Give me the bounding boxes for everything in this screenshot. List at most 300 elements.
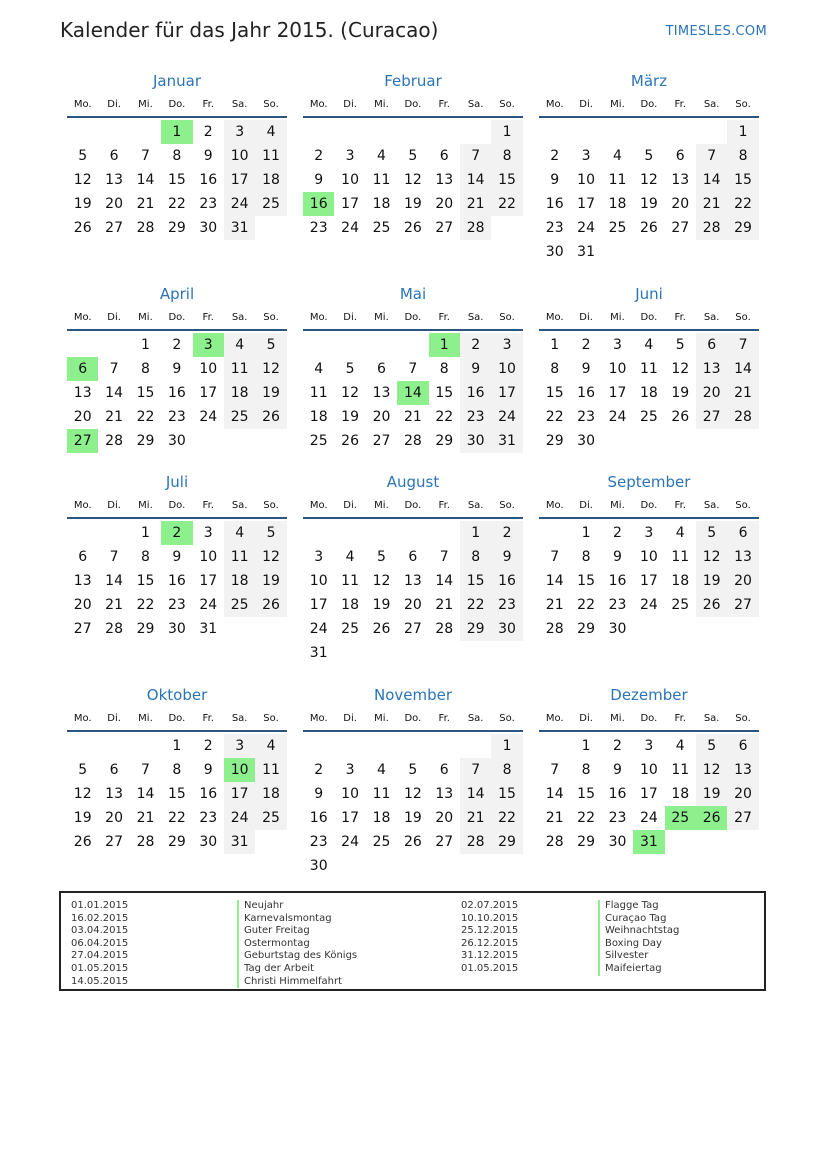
empty-cell — [366, 521, 397, 545]
weekday-label: Do. — [404, 500, 422, 511]
day-cell: 23 — [608, 597, 627, 613]
day-cell: 12 — [73, 786, 92, 802]
day-cell: 6 — [78, 549, 88, 565]
weekday-label: Di. — [343, 500, 357, 511]
day-cell: 2 — [203, 738, 213, 754]
weekday-label: Sa. — [467, 99, 484, 110]
weekday-label: Sa. — [231, 99, 248, 110]
day-cell: 15 — [577, 786, 595, 802]
day-cell: 23 — [167, 409, 186, 425]
day-cell: 23 — [167, 597, 186, 613]
day-cell: 25 — [372, 220, 391, 236]
day-cell: 17 — [639, 786, 658, 802]
holiday-day: 25 — [665, 806, 696, 830]
day-cell: 26 — [403, 220, 422, 236]
empty-cell — [67, 734, 98, 758]
day-cell: 13 — [671, 172, 690, 188]
weekday-label: So. — [735, 312, 751, 323]
day-cell: 28 — [460, 830, 491, 854]
day-cell: 18 — [372, 810, 391, 826]
legend-holiday-name: Boxing Day — [605, 937, 662, 949]
day-cell: 7 — [109, 361, 119, 377]
day-grid — [67, 521, 287, 641]
day-cell: 20 — [73, 409, 92, 425]
day-cell: 10 — [577, 172, 595, 188]
day-cell: 23 — [608, 810, 627, 826]
day-cell: 12 — [403, 786, 422, 802]
weekday-header — [303, 94, 523, 118]
weekday-label: Do. — [640, 500, 658, 511]
day-cell: 31 — [309, 645, 328, 661]
day-cell: 31 — [224, 830, 255, 854]
day-cell: 23 — [460, 405, 491, 429]
weekday-label: So. — [735, 500, 751, 511]
day-cell: 7 — [439, 549, 449, 565]
day-cell: 10 — [341, 172, 359, 188]
empty-cell — [67, 333, 98, 357]
day-cell: 3 — [345, 148, 355, 164]
empty-cell — [539, 734, 570, 758]
weekday-label: Mo. — [545, 312, 564, 323]
day-cell: 13 — [73, 385, 92, 401]
day-cell: 10 — [639, 762, 658, 778]
day-cell: 15 — [491, 168, 522, 192]
day-cell: 10 — [639, 549, 658, 565]
day-cell: 9 — [172, 549, 182, 565]
weekday-label: Sa. — [703, 713, 720, 724]
day-cell: 15 — [491, 782, 522, 806]
day-cell: 15 — [545, 385, 564, 401]
day-cell: 22 — [167, 196, 186, 212]
day-cell: 10 — [341, 786, 359, 802]
day-cell: 14 — [545, 786, 564, 802]
day-cell: 21 — [105, 597, 123, 613]
weekday-header — [539, 94, 759, 118]
day-cell: 26 — [403, 834, 422, 850]
day-cell: 26 — [372, 621, 391, 637]
day-cell: 23 — [577, 409, 595, 425]
day-cell: 11 — [372, 172, 391, 188]
legend-holiday-name: Ostermontag — [244, 937, 310, 949]
weekday-label: Mo. — [309, 312, 328, 323]
day-cell: 3 — [224, 734, 255, 758]
day-cell: 30 — [167, 621, 186, 637]
weekday-label: Fr. — [202, 312, 214, 323]
day-cell: 28 — [545, 621, 564, 637]
legend-date: 01.01.2015 — [71, 900, 129, 911]
day-cell: 13 — [372, 385, 391, 401]
day-cell: 4 — [224, 521, 255, 545]
day-cell: 3 — [491, 333, 522, 357]
day-cell: 27 — [435, 834, 454, 850]
day-cell: 23 — [199, 196, 218, 212]
day-cell: 20 — [403, 597, 422, 613]
weekday-label: Mo. — [545, 500, 564, 511]
day-cell: 13 — [105, 786, 123, 802]
day-cell: 2 — [314, 148, 324, 164]
day-cell: 21 — [696, 192, 727, 216]
day-cell: 21 — [136, 810, 155, 826]
day-cell: 4 — [224, 333, 255, 357]
day-cell: 29 — [727, 216, 758, 240]
legend-holiday-name: Weihnachtstag — [605, 925, 680, 937]
day-cell: 14 — [435, 573, 454, 589]
holiday-day: 14 — [397, 381, 428, 405]
day-cell: 24 — [491, 405, 522, 429]
day-cell: 11 — [255, 144, 286, 168]
weekday-label: Mi. — [138, 99, 153, 110]
legend-date: 03.04.2015 — [71, 925, 129, 937]
day-cell: 27 — [105, 220, 123, 236]
day-cell: 4 — [644, 337, 654, 353]
day-cell: 5 — [408, 148, 418, 164]
day-cell: 19 — [403, 196, 422, 212]
weekday-label: Fr. — [202, 500, 214, 511]
day-cell: 3 — [613, 337, 622, 353]
day-cell: 31 — [491, 429, 522, 453]
day-cell: 26 — [341, 433, 359, 449]
day-cell: 11 — [372, 786, 391, 802]
weekday-label: So. — [263, 99, 279, 110]
day-cell: 16 — [608, 786, 627, 802]
weekday-label: Di. — [343, 713, 357, 724]
day-cell: 9 — [581, 361, 591, 377]
site-brand[interactable]: TIMESLES.COM — [665, 24, 767, 39]
day-cell: 13 — [73, 573, 92, 589]
day-cell: 4 — [675, 738, 685, 754]
day-cell: 20 — [727, 782, 758, 806]
day-cell: 5 — [255, 521, 286, 545]
day-cell: 1 — [172, 738, 182, 754]
month-2 — [303, 72, 523, 240]
day-cell: 17 — [224, 782, 255, 806]
weekday-label: Di. — [107, 312, 121, 323]
day-cell: 8 — [581, 549, 591, 565]
weekday-label: Do. — [168, 713, 186, 724]
legend-holiday-name: Christi Himmelfahrt — [244, 975, 343, 987]
empty-cell — [696, 120, 727, 144]
day-cell: 22 — [136, 409, 155, 425]
day-cell: 4 — [255, 734, 286, 758]
empty-cell — [67, 521, 98, 545]
day-cell: 27 — [671, 220, 690, 236]
day-cell: 6 — [109, 762, 119, 778]
day-cell: 8 — [581, 762, 591, 778]
day-cell: 1 — [491, 120, 522, 144]
day-cell: 8 — [727, 144, 758, 168]
day-grid — [539, 734, 759, 854]
month-name: Oktober — [146, 686, 208, 704]
month-1 — [67, 72, 287, 240]
day-cell: 16 — [199, 172, 218, 188]
day-cell: 12 — [73, 172, 92, 188]
day-cell: 7 — [727, 333, 758, 357]
day-cell: 12 — [696, 545, 727, 569]
day-cell: 1 — [141, 525, 150, 541]
weekday-label: Do. — [168, 500, 186, 511]
holiday-day: 31 — [633, 830, 664, 854]
day-cell: 9 — [314, 172, 324, 188]
weekday-header — [539, 708, 759, 732]
day-cell: 2 — [172, 337, 182, 353]
legend-accent-bar — [237, 900, 239, 988]
day-cell: 5 — [345, 361, 355, 377]
weekday-label: So. — [263, 713, 279, 724]
day-cell: 8 — [172, 762, 182, 778]
day-cell: 17 — [491, 381, 522, 405]
day-cell: 27 — [372, 433, 391, 449]
day-cell: 18 — [372, 196, 391, 212]
day-cell: 10 — [199, 361, 218, 377]
weekday-label: Fr. — [674, 713, 686, 724]
month-10 — [67, 686, 287, 854]
day-cell: 20 — [73, 597, 92, 613]
day-cell: 2 — [491, 521, 522, 545]
day-cell: 4 — [377, 762, 386, 778]
day-cell: 16 — [608, 573, 627, 589]
weekday-label: Mo. — [73, 312, 92, 323]
day-cell: 6 — [377, 361, 386, 377]
month-name: Juni — [635, 285, 663, 303]
empty-cell — [570, 120, 601, 144]
day-cell: 20 — [105, 196, 123, 212]
day-cell: 14 — [105, 385, 123, 401]
weekday-label: Do. — [168, 99, 186, 110]
weekday-label: Sa. — [703, 99, 720, 110]
day-cell: 9 — [491, 545, 522, 569]
day-cell: 8 — [550, 361, 560, 377]
day-cell: 26 — [696, 593, 727, 617]
day-cell: 24 — [199, 597, 218, 613]
day-cell: 25 — [639, 409, 658, 425]
day-cell: 27 — [727, 806, 758, 830]
weekday-label: Sa. — [703, 312, 720, 323]
day-cell: 11 — [639, 361, 658, 377]
day-cell: 16 — [577, 385, 595, 401]
empty-cell — [366, 333, 397, 357]
day-cell: 20 — [105, 810, 123, 826]
day-cell: 6 — [727, 521, 758, 545]
day-cell: 7 — [550, 762, 560, 778]
day-cell: 17 — [199, 385, 218, 401]
day-cell: 18 — [639, 385, 658, 401]
day-cell: 13 — [105, 172, 123, 188]
weekday-label: Di. — [579, 312, 593, 323]
month-3 — [539, 72, 759, 264]
day-cell: 2 — [613, 525, 622, 541]
empty-cell — [460, 120, 491, 144]
legend-date: 16.02.2015 — [71, 912, 129, 924]
legend-date: 31.12.2015 — [461, 950, 519, 962]
day-cell: 8 — [439, 361, 449, 377]
legend-date: 27.04.2015 — [71, 950, 129, 962]
day-cell: 23 — [309, 834, 328, 850]
day-cell: 9 — [550, 172, 560, 188]
day-grid — [303, 734, 523, 878]
day-cell: 6 — [439, 762, 449, 778]
day-cell: 7 — [141, 762, 150, 778]
weekday-label: Mo. — [73, 713, 92, 724]
weekday-header — [67, 94, 287, 118]
empty-cell — [539, 120, 570, 144]
day-cell: 20 — [435, 810, 454, 826]
empty-cell — [460, 734, 491, 758]
day-cell: 28 — [105, 621, 123, 637]
weekday-label: So. — [263, 500, 279, 511]
day-cell: 19 — [73, 196, 92, 212]
day-cell: 22 — [136, 597, 155, 613]
empty-cell — [334, 734, 365, 758]
day-cell: 14 — [696, 168, 727, 192]
day-cell: 15 — [577, 573, 595, 589]
weekday-label: Di. — [343, 312, 357, 323]
weekday-label: Mi. — [138, 713, 153, 724]
weekday-header — [303, 307, 523, 331]
empty-cell — [303, 120, 334, 144]
day-cell: 2 — [581, 337, 591, 353]
empty-cell — [98, 734, 129, 758]
empty-cell — [130, 120, 161, 144]
day-cell: 30 — [608, 834, 627, 850]
empty-cell — [397, 521, 428, 545]
weekday-label: Fr. — [674, 99, 686, 110]
day-cell: 1 — [460, 521, 491, 545]
day-cell: 9 — [203, 762, 213, 778]
day-cell: 1 — [491, 734, 522, 758]
day-cell: 8 — [491, 144, 522, 168]
day-cell: 19 — [696, 569, 727, 593]
day-cell: 14 — [545, 573, 564, 589]
weekday-header — [303, 495, 523, 519]
day-cell: 17 — [341, 196, 359, 212]
legend-holiday-name: Geburtstag des Königs — [244, 950, 358, 962]
legend-holiday-name: Guter Freitag — [244, 925, 310, 937]
empty-cell — [397, 333, 428, 357]
day-cell: 15 — [167, 786, 186, 802]
day-cell: 5 — [78, 148, 88, 164]
day-cell: 24 — [608, 409, 627, 425]
day-cell: 16 — [460, 381, 491, 405]
day-cell: 11 — [224, 357, 255, 381]
day-cell: 28 — [727, 405, 758, 429]
holiday-day: 16 — [303, 192, 334, 216]
day-cell: 19 — [341, 409, 359, 425]
month-name: Juli — [165, 473, 189, 491]
day-grid — [539, 521, 759, 641]
day-grid — [303, 333, 523, 453]
day-cell: 31 — [224, 216, 255, 240]
day-cell: 14 — [460, 168, 491, 192]
weekday-label: Mi. — [610, 500, 625, 511]
legend-date: 25.12.2015 — [461, 925, 519, 937]
day-cell: 5 — [696, 734, 727, 758]
holiday-day: 2 — [161, 521, 192, 545]
empty-cell — [67, 120, 98, 144]
day-cell: 19 — [639, 196, 658, 212]
day-cell: 28 — [136, 220, 155, 236]
month-name: Februar — [384, 72, 442, 90]
empty-cell — [334, 521, 365, 545]
day-cell: 6 — [109, 148, 119, 164]
day-cell: 22 — [460, 593, 491, 617]
day-cell: 7 — [460, 144, 491, 168]
day-cell: 26 — [255, 593, 286, 617]
day-cell: 12 — [671, 361, 690, 377]
weekday-label: Do. — [404, 312, 422, 323]
weekday-label: Do. — [168, 312, 186, 323]
day-cell: 2 — [550, 148, 560, 164]
weekday-label: Di. — [107, 500, 121, 511]
legend-holiday-name: Silvester — [605, 950, 649, 962]
day-cell: 5 — [408, 762, 418, 778]
day-cell: 27 — [403, 621, 422, 637]
day-cell: 4 — [377, 148, 386, 164]
day-cell: 18 — [224, 381, 255, 405]
weekday-label: So. — [499, 312, 515, 323]
day-cell: 8 — [141, 361, 150, 377]
month-11 — [303, 686, 523, 878]
day-cell: 5 — [255, 333, 286, 357]
day-cell: 14 — [105, 573, 123, 589]
weekday-header — [303, 708, 523, 732]
day-cell: 29 — [136, 433, 155, 449]
day-cell: 15 — [727, 168, 758, 192]
weekday-label: So. — [499, 99, 515, 110]
holiday-day: 27 — [67, 429, 98, 453]
holiday-day: 1 — [429, 333, 460, 357]
day-cell: 11 — [341, 573, 359, 589]
day-cell: 31 — [199, 621, 218, 637]
day-cell: 11 — [671, 549, 690, 565]
day-cell: 24 — [639, 810, 658, 826]
day-cell: 2 — [203, 124, 213, 140]
weekday-label: Mi. — [374, 99, 389, 110]
month-7 — [67, 473, 287, 641]
weekday-label: Fr. — [438, 99, 450, 110]
day-cell: 8 — [172, 148, 182, 164]
weekday-label: Do. — [640, 312, 658, 323]
day-cell: 3 — [581, 148, 591, 164]
day-cell: 17 — [224, 168, 255, 192]
day-cell: 22 — [491, 192, 522, 216]
day-cell: 14 — [136, 786, 155, 802]
holiday-day: 10 — [224, 758, 255, 782]
day-cell: 5 — [377, 549, 386, 565]
day-cell: 15 — [460, 569, 491, 593]
day-cell: 12 — [403, 172, 422, 188]
page-title: Kalender für das Jahr 2015. (Curacao) — [60, 18, 439, 42]
day-cell: 30 — [545, 244, 564, 260]
day-cell: 22 — [167, 810, 186, 826]
day-cell: 10 — [224, 144, 255, 168]
day-cell: 4 — [345, 549, 355, 565]
month-5 — [303, 285, 523, 453]
day-cell: 21 — [435, 597, 454, 613]
day-cell: 4 — [255, 120, 286, 144]
month-name: März — [630, 72, 668, 90]
day-cell: 4 — [314, 361, 324, 377]
day-cell: 13 — [696, 357, 727, 381]
day-cell: 18 — [255, 168, 286, 192]
weekday-label: Di. — [343, 99, 357, 110]
day-cell: 9 — [314, 786, 324, 802]
weekday-label: Di. — [579, 99, 593, 110]
day-cell: 7 — [408, 361, 418, 377]
weekday-label: Di. — [107, 713, 121, 724]
day-cell: 1 — [581, 738, 591, 754]
day-cell: 21 — [403, 409, 422, 425]
day-cell: 25 — [255, 806, 286, 830]
